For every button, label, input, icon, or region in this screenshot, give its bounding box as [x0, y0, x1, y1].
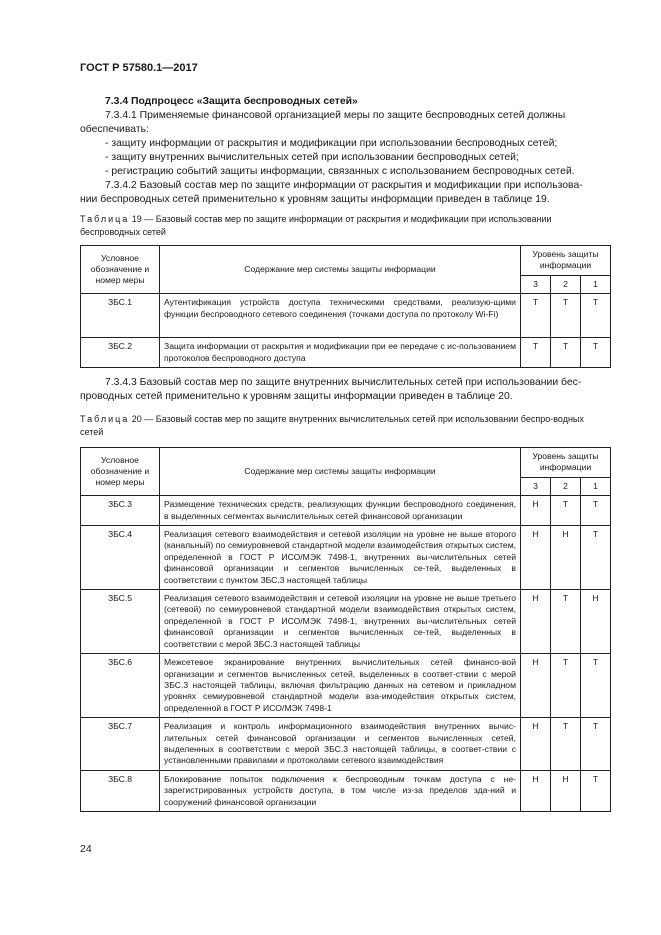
table-row	[81, 338, 611, 368]
level-3-value: Н	[521, 718, 551, 771]
table-row	[81, 590, 611, 654]
section-title: 7.3.4 Подпроцесс «Защита беспроводных сетей»	[105, 96, 358, 107]
table-row	[81, 526, 611, 590]
measure-text: Реализация и контроль информационного взаимодействия внутренних вычис-лительных сетей финансовой организации и сегментов вычисленных сетей, выделенных в соответствии с мерой ЗБС.3 настоящей таблицы, в соответ-ствии с установленными правилами и протоколами сетевого взаимодействия	[160, 718, 521, 771]
level-1-value: Т	[581, 654, 611, 718]
measure-code: ЗБС.7	[81, 718, 160, 771]
level-3: 3	[521, 275, 551, 293]
level-3-value: Н	[521, 526, 551, 590]
header-code: Условное обозначение и номер меры	[81, 448, 160, 496]
level-3-value: Н	[521, 496, 551, 526]
measure-code: ЗБС.8	[81, 770, 160, 811]
measure-code: ЗБС.6	[81, 654, 160, 718]
measure-text: Защита информации от раскрытия и модификации при ее передаче с ис-пользованием протоколов беспроводного доступа	[160, 338, 521, 368]
level-3: 3	[521, 477, 551, 495]
table-row	[81, 294, 611, 338]
measure-code: ЗБС.2	[81, 338, 160, 368]
caption-text: 19 — Базовый состав мер по защите информации от раскрытия и модификации при использовании беспроводных сетей	[80, 214, 552, 237]
level-1-value: Т	[581, 526, 611, 590]
level-3-value: Т	[521, 294, 551, 338]
paragraph-1-line-1: 7.3.4.1 Применяемые финансовой организацией меры по защите беспроводных сетей должны	[105, 110, 566, 121]
measure-code: ЗБС.3	[81, 496, 160, 526]
measure-code: ЗБС.5	[81, 590, 160, 654]
level-1-value: Т	[581, 338, 611, 368]
level-1-value: Т	[581, 496, 611, 526]
level-2-value: Т	[551, 338, 581, 368]
level-3-value: Н	[521, 770, 551, 811]
page-number: 24	[80, 843, 92, 855]
bullet-item: - защиту информации от раскрытия и модификации при использовании беспроводных сетей;	[105, 138, 558, 149]
table-19	[80, 245, 611, 368]
paragraph-3-line-1: 7.3.4.3 Базовый состав мер по защите внутренних вычислительных сетей при использовании бес-	[105, 377, 582, 388]
table-row	[81, 654, 611, 718]
measure-text: Размещение технических средств, реализующих функции беспроводного соединения, в выделенных сегментах вычислительных сетей финансовой организации	[160, 496, 521, 526]
paragraph-2-line-2: нии беспроводных сетей применительно к уровням защиты информации приведен в таблице 19.	[80, 194, 550, 205]
caption-lead: Таблица	[80, 414, 130, 424]
bullet-item: - защиту внутренних вычислительных сетей при использовании беспроводных сетей;	[105, 152, 519, 163]
caption-text: 20 — Базовый состав мер по защите внутренних вычислительных сетей при использовании беспро-водных сетей	[80, 414, 584, 437]
level-2-value: Т	[551, 496, 581, 526]
level-1-value: Т	[581, 718, 611, 771]
table-20-caption	[80, 413, 590, 438]
table-row	[81, 718, 611, 771]
header-level: Уровень защиты информации	[521, 246, 611, 276]
level-1: 1	[581, 275, 611, 293]
paragraph-2-line-1: 7.3.4.2 Базовый состав мер по защите информации от раскрытия и модификации при использова-	[105, 180, 583, 191]
level-2: 2	[551, 275, 581, 293]
level-1: 1	[581, 477, 611, 495]
level-1-value: Т	[581, 770, 611, 811]
level-1-value: Н	[581, 590, 611, 654]
measure-text: Реализация сетевого взаимодействия и сетевой изоляции на уровне не выше второго (канальный) по семиуровневой стандартной модели взаимодействия открытых систем, определенной в ГОСТ Р ИСО/МЭК 7498-1, внутренних вы-числительных сетей финансовой организации и сегментов вычисленных се-тей, выделенных в соответствии с пунктом ЗБС.3 настоящей таблицы	[160, 526, 521, 590]
measure-text: Аутентификация устройств доступа техническими средствами, реализую-щими функции беспроводного сетевого соединения (точками доступа по протоколу Wi-Fi)	[160, 294, 521, 338]
header-level: Уровень защиты информации	[521, 448, 611, 478]
document-header: ГОСТ Р 57580.1—2017	[80, 62, 198, 74]
measure-text: Блокирование попыток подключения к беспроводным точкам доступа с не-зарегистрированных устройств доступа, в том числе из-за пределов зда-ний и сооружений финансовой организации	[160, 770, 521, 811]
header-content: Содержание мер системы защиты информации	[160, 246, 521, 294]
paragraph-3-line-2: проводных сетей применительно к уровням защиты информации приведен в таблице 20.	[80, 391, 513, 402]
level-3-value: Н	[521, 654, 551, 718]
header-content: Содержание мер системы защиты информации	[160, 448, 521, 496]
level-2-value: Т	[551, 294, 581, 338]
table-19-caption	[80, 213, 590, 238]
table-20	[80, 447, 611, 812]
header-code: Условное обозначение и номер меры	[81, 246, 160, 294]
level-1-value: Т	[581, 294, 611, 338]
table-row	[81, 496, 611, 526]
caption-lead: Таблица	[80, 214, 130, 224]
table-row	[81, 770, 611, 811]
measure-code: ЗБС.1	[81, 294, 160, 338]
level-2-value: Т	[551, 590, 581, 654]
level-3-value: Т	[521, 338, 551, 368]
level-2-value: Н	[551, 770, 581, 811]
bullet-item: - регистрацию событий защиты информации, связанных с использованием беспроводных сетей.	[105, 166, 575, 177]
level-2-value: Н	[551, 526, 581, 590]
level-2: 2	[551, 477, 581, 495]
measure-text: Реализация сетевого взаимодействия и сетевой изоляции на уровне не выше третьего (сетевой) по семиуровневой стандартной модели взаимодействия открытых систем, определенной в ГОСТ Р ИСО/МЭК 7498-1, внутренних вы-числительных сетей финансовой организации и сегментов вычисленных се-тей, выделенных в соответствии с мерой ЗБС.3 настоящей таблицы	[160, 590, 521, 654]
paragraph-1-line-2: обеспечивать:	[80, 124, 149, 135]
measure-code: ЗБС.4	[81, 526, 160, 590]
measure-text: Межсетевое экранирование внутренних вычислительных сетей финансо-вой организации и сегментов вычисленных сетей, выделенных в соответ-ствии с мерой ЗБС.3 настоящей таблицы, включая фильтрацию данных на сетевом и прикладном уровнях семиуровневой стандартной модели вза-имодействия открытых систем, определенной в ГОСТ Р ИСО/МЭК 7498-1	[160, 654, 521, 718]
level-2-value: Т	[551, 718, 581, 771]
level-3-value: Н	[521, 590, 551, 654]
level-2-value: Т	[551, 654, 581, 718]
